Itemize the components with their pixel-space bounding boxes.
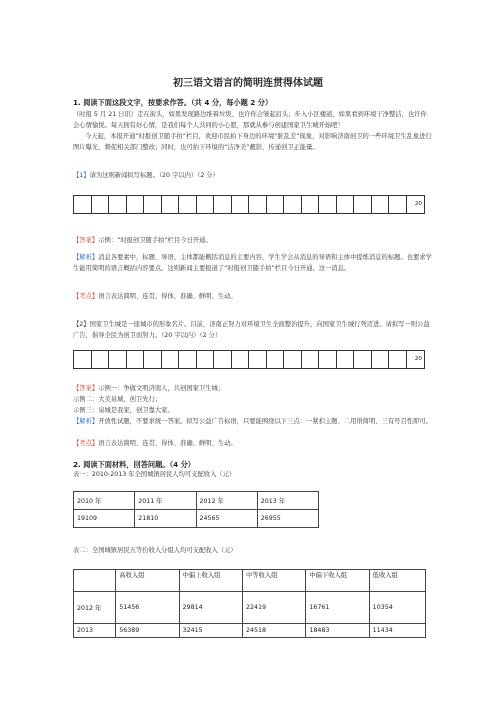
table-2-header-cell: 低收入组 <box>369 570 425 592</box>
table-1-header-cell: 2010 年 <box>74 492 135 510</box>
table-2-cell: 24518 <box>242 624 305 638</box>
answer-2-line-1: 示例一：争做文明济南人，共创国家卫生城； <box>98 385 225 392</box>
grid-cell[interactable] <box>214 196 232 213</box>
kaodian-1-text: 语言表达简明、连贯、得体、准确、鲜明、生动。 <box>98 293 237 300</box>
table-2-header-cell: 高收入组 <box>116 570 179 592</box>
table-2-cell: 18483 <box>306 624 369 638</box>
grid-cell[interactable] <box>127 196 145 213</box>
table-1-header-cell: 2012 年 <box>196 492 257 510</box>
kaodian-1 <box>73 291 433 302</box>
grid-cell[interactable] <box>74 351 92 368</box>
grid-cell-count[interactable]: 20 <box>414 201 422 207</box>
grid-cell[interactable] <box>284 196 302 213</box>
table-2-cell: 56389 <box>116 624 179 638</box>
explanation-1-text: 消息各要素中，标题、导语、主体都能概括消息的主要内容，学生学会从消息的导语和主体中提炼消息的标题。也要求学生能用简明的语言概括内容要点。这则新闻主要报道了“时报创卫随手拍”栏目今日开通。这一消息。 <box>73 254 432 272</box>
grid-cell[interactable] <box>179 196 197 213</box>
explanation-1-tag: 【解析】 <box>73 254 99 261</box>
grid-cell[interactable] <box>232 351 250 368</box>
answer-1-text: 示例：“时报创卫随手拍”栏目今日开通。 <box>98 237 212 244</box>
table-1-caption: 表一：2010-2013 年全国城镇居民人均可支配收入（元） <box>73 471 236 478</box>
grid-cell[interactable] <box>144 196 162 213</box>
grid-cell[interactable] <box>337 196 355 213</box>
answer-grid-1[interactable] <box>73 195 425 214</box>
table-2-cell: 2013 <box>74 624 116 638</box>
kaodian-2-text: 语言表达简明、连贯、得体、准确、鲜明、生动。 <box>98 440 237 447</box>
table-2-header-row <box>74 570 426 592</box>
table-2-row <box>74 592 426 624</box>
grid-cell[interactable] <box>197 196 215 213</box>
grid-cell[interactable] <box>302 196 320 213</box>
kaodian-2-tag: 【考点】 <box>73 440 99 447</box>
question-2-heading: 2. 阅读下面材料，回答问题。（4 分） <box>73 460 195 469</box>
grid-cell[interactable] <box>162 351 180 368</box>
table-1-header-cell: 2013 年 <box>257 492 318 510</box>
passage-para-2: 今天起，本报开通“时报创卫随手拍”栏目，欢迎市民拍下身边的环境“脏乱差”现象，对影响济南创卫的一些环境卫生乱象进行图片曝光，督促相关部门整改；同时，也可拍下环境的“洁净美”靓影，传递创卫正能量。 <box>73 133 432 151</box>
explanation-2 <box>73 416 433 427</box>
grid-cell[interactable] <box>337 351 355 368</box>
grid-cell[interactable] <box>372 196 390 213</box>
grid-cell[interactable] <box>162 196 180 213</box>
table-2-cell: 2012 年 <box>74 592 116 624</box>
grid-cell[interactable] <box>389 196 407 213</box>
grid-cell[interactable] <box>354 351 372 368</box>
table-1-value-cell: 19109 <box>74 510 135 528</box>
table-1-value-cell: 21810 <box>135 510 196 528</box>
table-2-cell: 32415 <box>179 624 242 638</box>
grid-cell[interactable] <box>319 196 337 213</box>
sub-question-1-tag: 【1】 <box>73 172 90 179</box>
table-1-value-cell: 26955 <box>257 510 318 528</box>
grid-cell[interactable] <box>109 196 127 213</box>
answer-2-line-3: 示例三：泉城是我家，创卫靠大家。 <box>73 407 174 414</box>
grid-cell[interactable] <box>214 351 232 368</box>
table-1-value-row <box>74 510 319 528</box>
grid-cell[interactable] <box>372 351 390 368</box>
passage-para-1: （时报 5 月 21 日讯）走在街头，如果发现路边堆着垃圾、也许你会皱起眉头；步入小区楼道，如果看到环境干净整洁，也许你会心情愉悦。每天拥有好心情，是我们每个人共同的小心愿，那就从参与创建国家卫生城开始吧！ <box>73 111 427 129</box>
table-2-cell: 51456 <box>116 592 179 624</box>
grid-cell[interactable] <box>302 351 320 368</box>
grid-cell-count[interactable]: 20 <box>414 356 422 362</box>
grid-cell[interactable] <box>197 351 215 368</box>
grid-cell[interactable] <box>267 351 285 368</box>
table-2-header-cell <box>74 570 116 592</box>
table-2-caption: 表二：全国城镇居民五等份收入分组人均可支配收入（元） <box>73 547 237 554</box>
answer-grid-2[interactable] <box>73 350 425 369</box>
income-table-1 <box>73 491 319 528</box>
grid-cell[interactable] <box>267 196 285 213</box>
sub-question-2 <box>73 319 433 341</box>
table-2-cell: 22419 <box>242 592 305 624</box>
explanation-2-text: 开放性试题，不要求统一答案。拟写公益广告标语，只要能围绕以下三点：一紧扣主题、二用语简明、三有号召性即可。 <box>98 418 432 425</box>
grid-cell[interactable] <box>179 351 197 368</box>
grid-cell[interactable] <box>92 196 110 213</box>
explanation-2-tag: 【解析】 <box>73 418 99 425</box>
table-2-header-cell: 中偏上收入组 <box>179 570 242 592</box>
answer-1-tag: 【答案】 <box>73 237 99 244</box>
grid-cell[interactable] <box>109 351 127 368</box>
grid-cell[interactable] <box>319 351 337 368</box>
table-2-cell: 11434 <box>369 624 425 638</box>
grid-cell[interactable] <box>74 196 92 213</box>
table-1-header-row <box>74 492 319 510</box>
table-2-row <box>74 624 426 638</box>
table-2-cell: 10354 <box>369 592 425 624</box>
grid-cell[interactable] <box>232 196 250 213</box>
grid-cell[interactable] <box>144 351 162 368</box>
answer-1 <box>73 235 433 246</box>
table-2-header-cell: 中等收入组 <box>242 570 305 592</box>
grid-cell[interactable] <box>284 351 302 368</box>
sub-question-1 <box>73 170 433 181</box>
sub-question-1-text: 请为这则新闻拟写标题。（20 字以内）（2 分） <box>89 172 219 179</box>
sub-question-2-tag: 【2】 <box>73 321 90 328</box>
income-table-2 <box>73 569 426 638</box>
grid-cell[interactable] <box>127 351 145 368</box>
page-title: 初三语文语言的简明连贯得体试题 <box>173 78 323 89</box>
table-1-value-cell: 24565 <box>196 510 257 528</box>
table-2-header-cell: 中偏下收入组 <box>306 570 369 592</box>
kaodian-2 <box>73 438 433 449</box>
answer-2-line-2: 示例二：大美泉城，创卫先行； <box>73 396 162 403</box>
table-2-cell: 16761 <box>306 592 369 624</box>
grid-cell[interactable] <box>354 196 372 213</box>
answer-2 <box>73 383 433 416</box>
sub-question-2-text: 国家卫生城是一座城市的形象名片。目前，济南正努力对环境卫生全面整治提升，向国家卫生城行列迈进。请拟写一则公益广告，倡导全民为创卫而努力。（20 字以内）（2 分） <box>73 321 430 339</box>
table-1-header-cell: 2011 年 <box>135 492 196 510</box>
grid-cell[interactable] <box>92 351 110 368</box>
kaodian-1-tag: 【考点】 <box>73 293 99 300</box>
grid-cell[interactable] <box>249 196 267 213</box>
passage <box>73 109 433 153</box>
table-2-cell: 29814 <box>179 592 242 624</box>
grid-cell[interactable] <box>249 351 267 368</box>
explanation-1 <box>73 252 433 274</box>
answer-2-tag: 【答案】 <box>73 385 99 392</box>
grid-cell[interactable] <box>389 351 407 368</box>
question-1-heading: 1. 阅读下面这段文字，按要求作答。（共 4 分，每小题 2 分） <box>73 98 273 107</box>
